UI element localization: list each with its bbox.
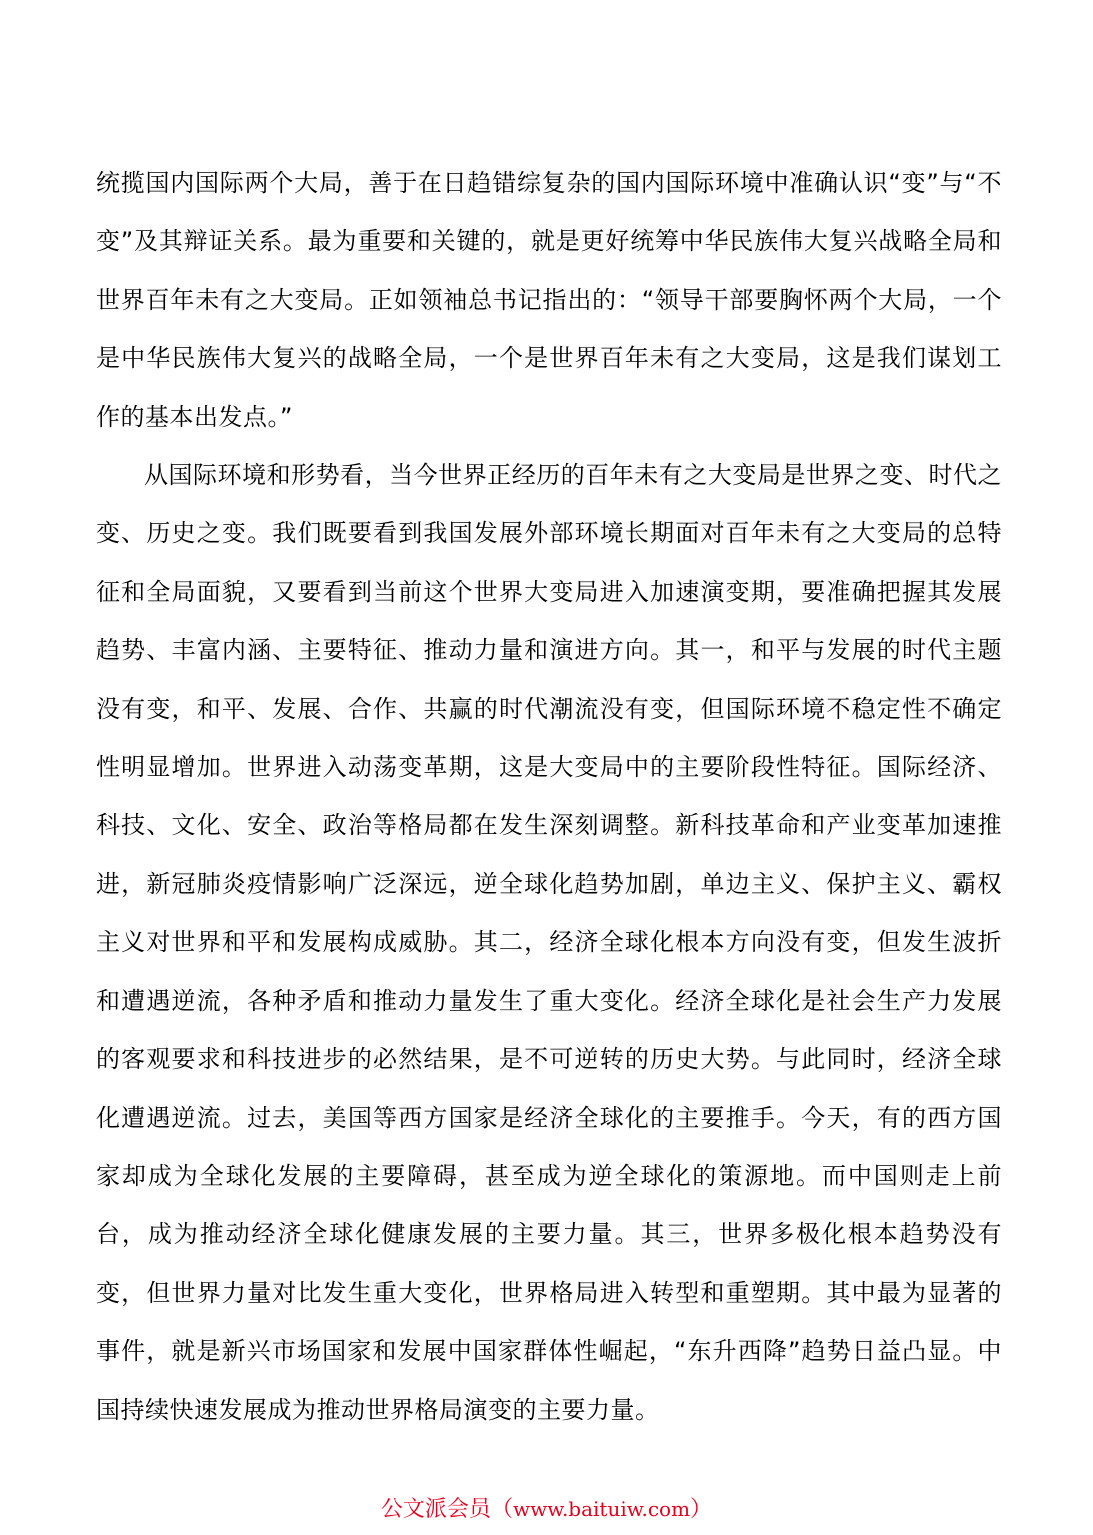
footer-watermark [0, 1494, 1093, 1525]
footer-url[interactable]: www.baituiw.com [512, 1497, 691, 1521]
footer-open-paren: （ [490, 1497, 513, 1522]
document-body [96, 154, 1002, 1439]
footer-close-paren: ） [690, 1497, 713, 1522]
paragraph-continued: 统揽国内国际两个大局，善于在日趋错综复杂的国内国际环境中准确认识“变”与“不变”及其辩证关系。最为重要和关键的，就是更好统筹中华民族伟大复兴战略全局和世界百年未有之大变局。正如领袖总书记指出的：“领导干部要胸怀两个大局，一个是中华民族伟大复兴的战略全局，一个是世界百年未有之大变局，这是我们谋划工作的基本出发点。” [96, 169, 1002, 431]
paragraph-international-environment: 从国际环境和形势看，当今世界正经历的百年未有之大变局是世界之变、时代之变、历史之变。我们既要看到我国发展外部环境长期面对百年未有之大变局的总特征和全局面貌，又要看到当前这个世界大变局进入加速演变期，要准确把握其发展趋势、丰富内涵、主要特征、推动力量和演进方向。其一，和平与发展的时代主题没有变，和平、发展、合作、共赢的时代潮流没有变，但国际环境不稳定性不确定性明显增加。世界进入动荡变革期，这是大变局中的主要阶段性特征。国际经济、科技、文化、安全、政治等格局都在发生深刻调整。新科技革命和产业变革加速推进，新冠肺炎疫情影响广泛深远，逆全球化趋势加剧，单边主义、保护主义、霸权主义对世界和平和发展构成威胁。其二，经济全球化根本方向没有变，但发生波折和遭遇逆流，各种矛盾和推动力量发生了重大变化。经济全球化是社会生产力发展的客观要求和科技进步的必然结果，是不可逆转的历史大势。与此同时，经济全球化遭遇逆流。过去，美国等西方国家是经济全球化的主要推手。今天，有的西方国家却成为全球化发展的主要障碍，甚至成为逆全球化的策源地。而中国则走上前台，成为推动经济全球化健康发展的主要力量。其三，世界多极化根本趋势没有变，但世界力量对比发生重大变化，世界格局进入转型和重塑期。其中最为显著的事件，就是新兴市场国家和发展中国家群体性崛起，“东升西降”趋势日益凸显。中国持续快速发展成为推动世界格局演变的主要力量。 [96, 461, 1002, 1424]
footer-label: 公文派会员 [380, 1497, 491, 1522]
